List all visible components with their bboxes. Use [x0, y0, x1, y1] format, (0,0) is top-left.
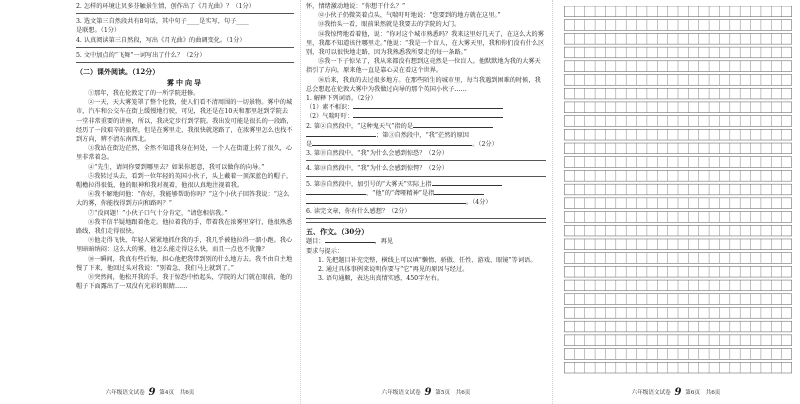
answer-line	[306, 218, 546, 219]
footer-exam-number: 9	[424, 387, 432, 398]
question-1-item-1: （1）素不相识：	[306, 103, 546, 112]
story-paragraph: ⑬我抬头一看，眼前果然就是我要去的学院的大门。	[318, 21, 461, 29]
question-2-cont: ；第③自然段中，“我”茫然的原因	[306, 131, 546, 140]
story-paragraph: ⑦“没问题！”小伙子口气十分肯定，“请您相信我。”	[88, 209, 228, 217]
answer-line	[76, 62, 294, 63]
story-title: 雾中向导	[167, 78, 203, 88]
composition-title: 题目： ，再见	[306, 238, 394, 246]
section-heading: （二）课外阅读。（12分）	[76, 67, 160, 77]
requirement-3: 3. 语句通顺，表达出真情实感，450字左右。	[318, 275, 443, 283]
story-paragraph: ⑨他走得飞快，年轻人紧紧地抓住我的手，我几乎被他拉得一溜小跑。我心里暗暗纳闷：这么大的雾，他怎么能走得这么快，而且一点也不犹豫？	[76, 237, 293, 254]
question-2: 2. 怎样的环境让贝多芬触景生情，创作出了《月光曲》？（1分）	[76, 3, 255, 10]
composition-grid[interactable]	[564, 6, 792, 376]
footer-exam-name: 六年级语文试卷	[631, 390, 671, 396]
footer-page-number: 第6页 共6页	[685, 390, 721, 396]
story-paragraph: ⑤我转过头去，看到一位年轻的英国小伙子，头上戴着一顶深蓝色的帽子，帽檐拉得很低，他的眼神和我对视着，他很认真地注视着我。	[76, 172, 293, 190]
story-paragraph: ④“先生，请问你要到哪里去？如果你愿意，我可以做你的向导。”	[88, 163, 265, 171]
answer-line	[306, 176, 546, 177]
answer-line	[76, 47, 294, 48]
exam-page-5	[300, 0, 552, 404]
page-content	[0, 2, 300, 291]
story-paragraph: ①那年，我在伦敦定了的一所学院进修。	[88, 90, 200, 98]
page-footer	[552, 388, 800, 398]
story-paragraph: ⑭我惊愕地看着他，说：“你对这个城市熟悉吗？我来这里好几天了，在这么大的雾里，我都不知道该往哪里走。”他说：“我是一个盲人，在大雾天里，我和你们没有什么区别，我可以很快地走路，因为我熟悉我所要走的每一条路。”	[306, 30, 545, 57]
grid-svg	[564, 6, 792, 376]
question-3: 3. 第⑪自然段中，“我”为什么会感到惊恐？（2分）	[306, 150, 448, 158]
footer-exam-number: 9	[148, 387, 156, 398]
question-3-cont: 是联想。（1分）	[76, 27, 121, 35]
footer-exam-name: 六年级语文试卷	[105, 390, 145, 396]
story-paragraph: ②一天，天大雾笼罩了整个伦敦，使人们看不清周围的一切景物。雾中的城市，汽车和公交车在街上缓慢地行驶，可见，我还是在10天和那里赶到学院去一堂非常重要的讲座，所以，我决定步行到学院。我出发可能是很长的一段路，经历了一段艰辛的旅程，但是在雾里走，我很快就迷路了，在浓雾里怎么也找不到方向，辨不清东南西北。	[76, 99, 293, 144]
question-4: 4. 第⑬自然段中，“我”为什么会感到惊愕？（2分）	[306, 165, 448, 173]
exam-page-6	[552, 0, 800, 404]
requirements-label: 要求与提示：	[306, 247, 344, 255]
exam-page-4	[0, 0, 300, 404]
footer-exam-name: 六年级语文试卷	[381, 390, 421, 396]
story-paragraph: ⑥我不解地问他：“你好，我能够帮助你吗？”这个小伙子回答我说：“这么大的雾，你能找得到方向和路吗？”	[76, 191, 290, 208]
question-5: 5. 文中加点的“飞舞”一词写出了什么？（2分）	[76, 51, 206, 59]
question-2: 2. 第②自然段中，“这种鬼天气”指的是	[306, 122, 546, 131]
question-5-cont: ，“他”的“聋哑精神”是指	[306, 189, 546, 198]
question-4: 4. 认真阅读第三自然段，写出《月光曲》的曲调变化。（1分）	[76, 36, 246, 44]
requirement-2: 2. 通过具体事例来说明你要与“它”再见的原因与经过。	[318, 266, 469, 274]
footer-exam-number: 9	[674, 387, 682, 398]
question-3: 3. 选文第三自然段共有8句话，其中句子____是实写，句子____	[76, 18, 249, 26]
story-paragraph: 怀，情绪激动地说：“你想干什么？”	[306, 3, 406, 10]
page-footer	[0, 388, 300, 398]
question-5: 5. 第⑮自然段中，加引号的“大雾天”实际上指	[306, 180, 546, 189]
page-content	[300, 2, 552, 283]
requirement-1: 1. 先把题目补充完整，横线上可以填“懒惰、骄傲、任性、游戏、眼镜”等词语。	[318, 256, 537, 264]
footer-page-number: 第4页 共6页	[159, 390, 195, 396]
footer-page-number: 第5页 共6页	[435, 390, 471, 396]
question-1-item-2: （2）气喘吁吁：	[306, 112, 546, 121]
answer-line	[306, 222, 546, 223]
story-paragraph: ⑮我一下子惊呆了，我从来都没有想到这竟然是一位盲人。他默默地为我的大雾天指引了方向，原来他一直是靠心灵在看这个世界。	[306, 58, 541, 75]
question-5-cont: 。（4分）	[306, 198, 546, 207]
page-footer	[300, 388, 552, 398]
answer-line	[306, 160, 546, 161]
question-1: 1. 解释下列词语。（2分）	[306, 95, 377, 103]
story-paragraph: ⑩一瞬间，我真有些后悔，担心他把我带到别的什么地方去。我不由自主地慢了下来，他回过头对我说：“别着急，我们马上就到了。”	[76, 255, 293, 272]
story-paragraph: ⑧我半信半疑地跟着他走。他拉着我的手，带着我在浓雾里穿行，他很熟悉路线，我们走得很快。	[76, 218, 293, 236]
composition-heading: 五、作文。（30分）	[306, 227, 369, 237]
story-paragraph: ⑯后来，我真的去过很多地方。在那些陌生的城市里，每当我遇到困难的时候，我总会想起在伦敦大雾中为我做过向导的那个英国小伙子……	[306, 76, 541, 93]
story-paragraph: ③我站在街边茫然，全然不知道我身在何处，一个人在街道上转了很久，心里非常着急。	[76, 145, 293, 162]
story-paragraph: ⑫小伙子仍微笑着点头，气喘吁吁地说：“您要到的地方就在这里。”	[318, 12, 501, 20]
answer-line	[76, 13, 294, 14]
question-2-cont: 是 。（2分）	[306, 141, 498, 149]
question-6: 6. 读完文章，你有什么感想？（2分）	[306, 208, 411, 216]
story-paragraph: ⑪突然间，他松开我的手，我于惊恐中抬起头，学院的大门就在眼前，他的帽子下面露出了一双没有光彩的眼睛……	[76, 274, 293, 291]
